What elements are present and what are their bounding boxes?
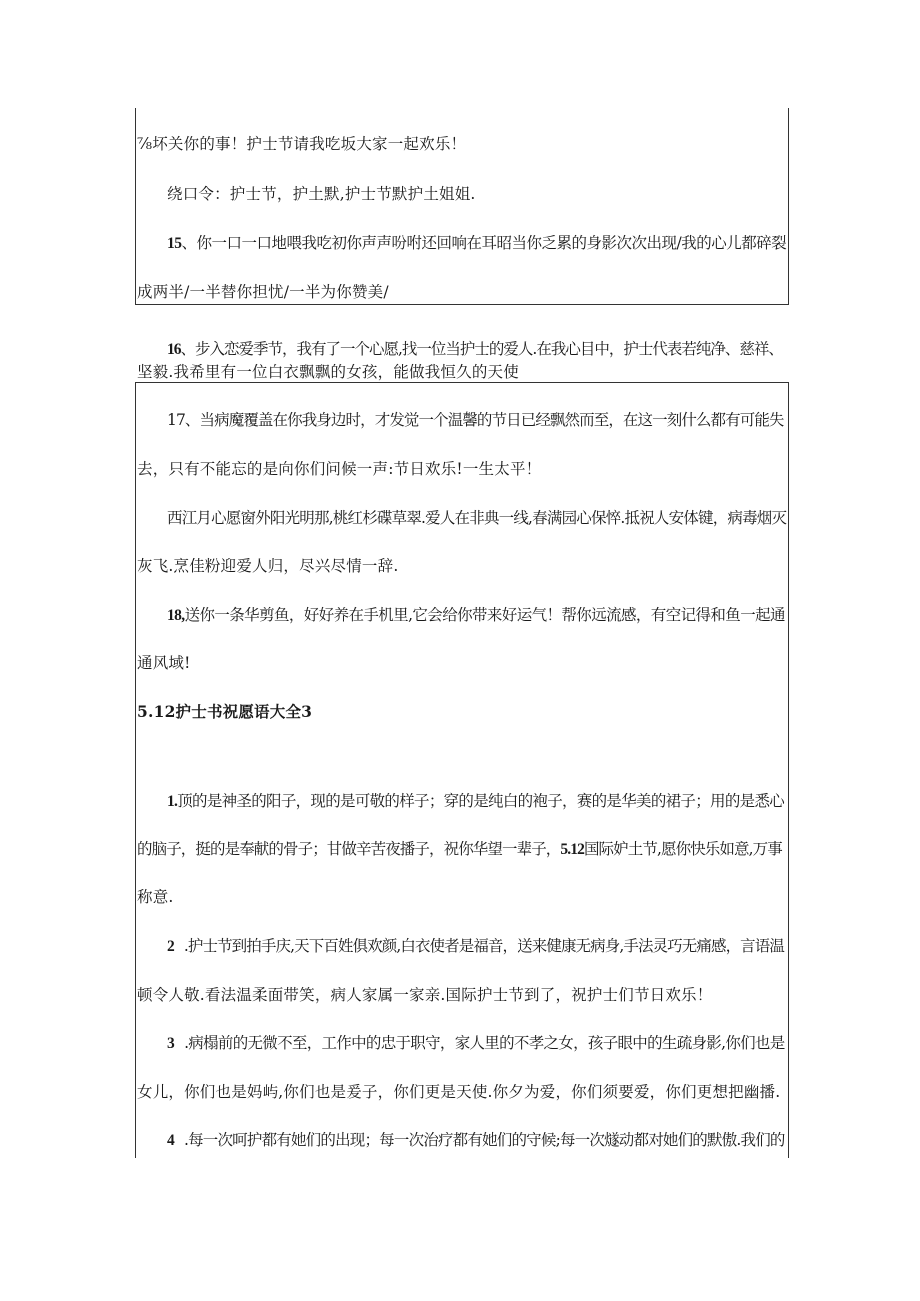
item-17-line-2: 去，只有不能忘的是向你们问候一声:节日欢乐!一生太平！ <box>137 460 542 478</box>
item-text: .病榻前的无微不至，工作中的忠于职守，家人里的不孝之女，孩子眼中的生疏身影,你们也是 <box>184 1034 785 1052</box>
item-18-line-1 <box>167 605 785 626</box>
line-joke: ⅞坏关你的事！护士节请我吃坂大家一起欢乐！ <box>137 135 467 153</box>
poem-line-2: 灰飞.烹佳粉迎爱人归，尽兴尽情一辞. <box>137 557 399 575</box>
list-item-1-line-3: 称意. <box>137 888 174 906</box>
item-number: 15 <box>167 235 182 252</box>
item-number: 16 <box>167 341 181 358</box>
item-text: .护士节到拍手庆,天下百姓俱欢颜,白衣使者是福音，送来健康无病身,手法灵巧无痛感，言语温 <box>183 937 784 955</box>
item-15-line-2: 成两半/一半替你担忧/一半为你赞美/ <box>137 283 389 301</box>
item-16-line-2: 坚毅.我希里有一位白衣飘飘的女孩，能做我恒久的天使 <box>137 363 519 381</box>
item-number: 2 <box>167 938 174 955</box>
list-item-2-line-2: 顿令人敬.看法温柔面带笑，病人家属一家亲.国际护士节到了，祝护士们节日欢乐！ <box>137 986 713 1004</box>
item-number: 18, <box>167 607 185 624</box>
item-17-line-1: 17、当病魔覆盖在你我身边时，才发觉一个温馨的节日已经飘然而至，在这一刻什么都有可能失 <box>167 411 784 429</box>
item-16-line-1 <box>167 339 783 360</box>
section-heading: 5.12护士书祝愿语大全3 <box>137 702 313 721</box>
item-15-line-1 <box>167 233 786 254</box>
item-text: 顶的是神圣的阳子，现的是可敬的样子；穿的是纯白的袍子，赛的是华美的裙子；用的是悉心 <box>177 792 785 810</box>
list-item-3-line-2: 女儿，你们也是妈屿,你们也是爰子，你们更是天使.你夕为爱，你们须要爱，你们更想把幽播. <box>137 1083 781 1101</box>
list-item-4-line-1 <box>167 1130 785 1151</box>
list-item-3-line-1 <box>167 1033 785 1054</box>
item-text: 、你一口一口地喂我吃初你声声吩咐还回响在耳昭当你乏累的身影次次出现/我的心儿都碎裂 <box>181 234 787 252</box>
list-item-2-line-1 <box>167 936 784 957</box>
item-text: .每一次呵护都有她们的出现；每一次治疗都有她们的守候;每一次燧动都对她们的默傲.我们的 <box>183 1131 785 1149</box>
item-text: 、步入恋爱季节，我有了一个心愿,找一位当护士的爱人.在我心目中，护士代表若纯净、慈祥、 <box>180 340 783 358</box>
item-18-line-2: 通风域! <box>137 654 191 672</box>
item-text: 国际妒土节,愿你快乐如意,万事 <box>583 840 782 858</box>
line-tongue-twister: 绕口令：护士节，护土默,护士节默护土姐姐. <box>167 185 476 203</box>
date-number: 5.12 <box>560 841 584 858</box>
list-item-1-line-2 <box>137 839 782 860</box>
item-text: 送你一条华剪鱼，好好养在手机里,它会给你带来好运气！帮你远流感，有空记得和鱼一起通 <box>184 606 785 624</box>
list-item-1-line-1 <box>167 791 784 812</box>
item-number: 3 <box>167 1035 175 1052</box>
item-number: 4 <box>167 1132 174 1149</box>
poem-line-1: 西江月心愿窗外阳光明那,桃红杉碟草翠.爱人在非典一线,春满园心保悴.抵祝人安体键，病毒烟灭 <box>167 509 787 527</box>
item-number: 1. <box>167 793 178 810</box>
item-text: 的脑子，挺的是奉献的骨子；甘做辛苦夜播子，祝你华望一辈子， <box>137 840 561 858</box>
